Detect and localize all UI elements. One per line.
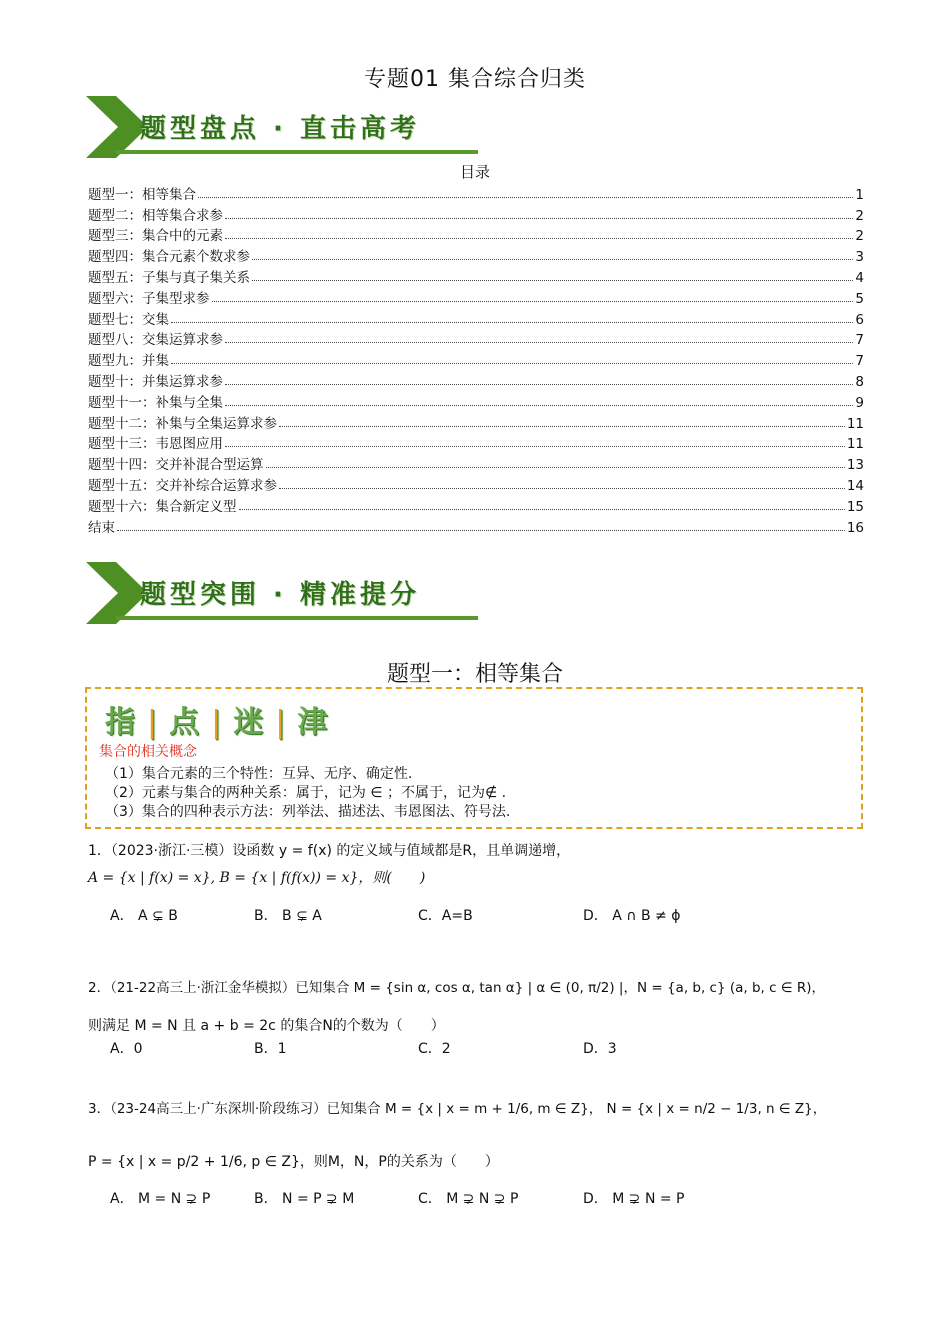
question-3-stem-cont: P = {x | x = p/2 + 1/6, p ∈ Z}，则M，N，P的关系为（ ） — [88, 1154, 499, 1170]
question-3-option-c: C． M ⊋ N ⊋ P — [418, 1191, 519, 1207]
toc-entry-page: 4 — [855, 269, 864, 286]
question-1-option-a: A． A ⊊ B — [110, 908, 178, 924]
question-2-option-a: A．0 — [110, 1041, 143, 1057]
toc-entry-page: 6 — [855, 311, 864, 328]
question-2-stem-cont: 则满足 M = N 且 a + b = 2c 的集合N的个数为（ ） — [88, 1018, 445, 1034]
question-3-option-a: A． M = N ⊋ P — [110, 1191, 211, 1207]
toc-leader-dots — [171, 363, 853, 364]
question-3-option-d: D． M ⊋ N = P — [583, 1191, 685, 1207]
toc-entry-label: 结束 — [88, 519, 115, 536]
toc-entry-label: 题型十三：韦恩图应用 — [88, 436, 223, 453]
table-of-contents — [88, 182, 864, 536]
toc-entry-label: 题型七：交集 — [88, 311, 169, 328]
document-title: 专题01 集合综合归类 — [364, 67, 586, 92]
toc-entry-page: 2 — [855, 228, 864, 245]
question-2-option-c: C．2 — [418, 1041, 451, 1057]
toc-entry[interactable] — [88, 307, 864, 328]
toc-leader-dots — [171, 322, 853, 323]
toc-leader-dots — [225, 342, 853, 343]
toc-entry[interactable] — [88, 473, 864, 494]
toc-leader-dots — [225, 238, 853, 239]
toc-leader-dots — [225, 384, 853, 385]
toc-entry[interactable] — [88, 411, 864, 432]
banner-text: 题型盘点 · 直击高考 — [140, 114, 420, 144]
banner-text: 题型突围 · 精准提分 — [140, 580, 420, 610]
toc-entry-page: 1 — [855, 186, 864, 203]
toc-entry-page: 7 — [855, 332, 864, 349]
toc-entry[interactable] — [88, 369, 864, 390]
toc-entry-label: 题型四：集合元素个数求参 — [88, 249, 250, 266]
tip-heading: 集合的相关概念 — [99, 744, 197, 760]
tip-line: （2）元素与集合的两种关系：属于，记为 ∈ ；不属于，记为∉ . — [105, 785, 507, 801]
toc-entry-page: 7 — [855, 353, 864, 370]
toc-entry-label: 题型六：子集型求参 — [88, 290, 210, 307]
toc-entry[interactable] — [88, 515, 864, 536]
toc-entry-page: 15 — [846, 498, 864, 515]
toc-leader-dots — [225, 405, 853, 406]
toc-entry-label: 题型三：集合中的元素 — [88, 228, 223, 245]
toc-entry-label: 题型十二：补集与全集运算求参 — [88, 415, 277, 432]
toc-entry[interactable] — [88, 348, 864, 369]
toc-leader-dots — [117, 530, 845, 531]
toc-entry[interactable] — [88, 244, 864, 265]
toc-leader-dots — [252, 259, 853, 260]
toc-entry-label: 题型二：相等集合求参 — [88, 207, 223, 224]
toc-entry[interactable] — [88, 286, 864, 307]
tip-line: （1）集合元素的三个特性：互异、无序、确定性. — [105, 766, 413, 782]
question-2-option-d: D．3 — [583, 1041, 617, 1057]
tip-box — [85, 687, 863, 829]
question-1-option-c: C．A=B — [418, 908, 473, 924]
toc-leader-dots — [279, 426, 845, 427]
toc-entry-page: 14 — [846, 477, 864, 494]
question-1-option-b: B． B ⊊ A — [254, 908, 322, 924]
toc-entry-label: 题型十四：交并补混合型运算 — [88, 457, 264, 474]
toc-entry[interactable] — [88, 265, 864, 286]
toc-entry[interactable] — [88, 224, 864, 245]
question-3-stem: 3．（23-24高三上·广东深圳·阶段练习）已知集合 M = {x | x = m + 1/6, m ∈ Z}， N = {x | x = n/2 − 1/3, n ∈ Z}， — [88, 1101, 827, 1117]
tip-logo: 指 | 点 | 迷 | 津 — [105, 705, 330, 740]
toc-entry[interactable] — [88, 432, 864, 453]
question-1-stem: 1．（2023·浙江·三模）设函数 y = f(x) 的定义域与值域都是R，且单调递增， — [88, 843, 571, 859]
toc-entry-page: 8 — [855, 373, 864, 390]
toc-leader-dots — [252, 280, 853, 281]
toc-entry-page: 5 — [855, 290, 864, 307]
toc-entry-label: 题型十五：交并补综合运算求参 — [88, 477, 277, 494]
toc-leader-dots — [212, 301, 854, 302]
question-1-stem-cont: A = {x | f(x) = x}, B = {x | f(f(x)) = x}，则( ) — [88, 870, 426, 886]
toc-entry-page: 11 — [846, 436, 864, 453]
tip-logo-char: 津 — [297, 705, 330, 740]
toc-leader-dots — [225, 218, 853, 219]
toc-entry[interactable] — [88, 452, 864, 473]
toc-entry-label: 题型十：并集运算求参 — [88, 373, 223, 390]
toc-leader-dots — [239, 509, 845, 510]
toc-entry[interactable] — [88, 328, 864, 349]
question-2-option-b: B．1 — [254, 1041, 287, 1057]
toc-entry-label: 题型八：交集运算求参 — [88, 332, 223, 349]
question-3-option-b: B． N = P ⊋ M — [254, 1191, 355, 1207]
toc-entry-label: 题型五：子集与真子集关系 — [88, 269, 250, 286]
toc-heading: 目录 — [459, 163, 490, 181]
toc-entry-label: 题型十六：集合新定义型 — [88, 498, 237, 515]
toc-entry[interactable] — [88, 494, 864, 515]
toc-entry-label: 题型九：并集 — [88, 353, 169, 370]
toc-entry-page: 9 — [855, 394, 864, 411]
section-title: 题型一：相等集合 — [386, 662, 563, 687]
toc-leader-dots — [266, 467, 845, 468]
toc-entry-label: 题型十一：补集与全集 — [88, 394, 223, 411]
toc-entry-page: 3 — [855, 249, 864, 266]
toc-entry[interactable] — [88, 182, 864, 203]
toc-leader-dots — [225, 446, 845, 447]
question-1-option-d: D． A ∩ B ≠ ϕ — [583, 908, 681, 924]
tip-logo-char: 指 — [105, 705, 137, 740]
question-2-stem: 2．（21-22高三上·浙江金华模拟）已知集合 M = {sin α, cos α, tan α} | α ∈ (0, π/2) |，N = {a, b, c} (a, b, c ∈ R)， — [88, 980, 826, 996]
banner-overview — [86, 94, 478, 160]
toc-leader-dots — [198, 197, 853, 198]
toc-entry-page: 13 — [846, 457, 864, 474]
toc-entry-page: 16 — [846, 519, 864, 536]
banner-practice — [86, 560, 478, 626]
tip-logo-char: 迷 — [233, 705, 266, 740]
tip-line: （3）集合的四种表示方法：列举法、描述法、韦恩图法、符号法. — [105, 804, 511, 820]
toc-leader-dots — [279, 488, 845, 489]
toc-entry-page: 11 — [846, 415, 864, 432]
tip-logo-char: 点 — [169, 705, 202, 740]
toc-entry[interactable] — [88, 203, 864, 224]
toc-entry-label: 题型一：相等集合 — [88, 186, 196, 203]
toc-entry[interactable] — [88, 390, 864, 411]
toc-entry-page: 2 — [855, 207, 864, 224]
